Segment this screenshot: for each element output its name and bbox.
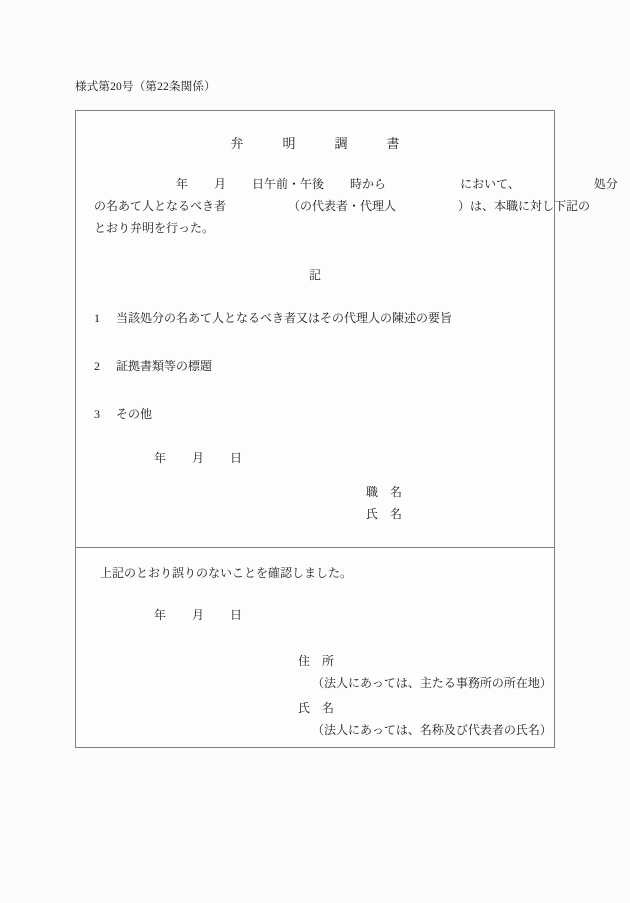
time-from-label: 時から — [350, 177, 387, 191]
name-label: 氏 名 — [298, 701, 335, 715]
address-note: （法人にあっては、主たる事務所の所在地） — [312, 676, 552, 690]
item-number: 1 — [94, 311, 100, 325]
date-day-label: 日 — [230, 608, 243, 622]
page-title: 弁 明 調 書 — [230, 136, 413, 151]
item-text: その他 — [116, 407, 153, 421]
list-item — [94, 405, 538, 422]
lower-section — [76, 548, 554, 747]
statement-closing-label: とおり弁明を行った。 — [94, 221, 215, 235]
date-year-label: 年 — [154, 608, 167, 622]
item-text: 証拠書類等の標題 — [116, 359, 213, 373]
body-line-2 — [94, 195, 591, 217]
officer-post-row — [366, 481, 402, 503]
officer-name-row — [366, 503, 402, 525]
lower-date-line — [154, 606, 242, 623]
item-number: 3 — [94, 407, 100, 421]
officer-signature-block — [366, 481, 402, 525]
date-day-label: 日 — [230, 451, 243, 465]
addressee-label: の名あて人となるべき者 — [94, 199, 227, 213]
representative-open-label: （の代表者・代理人 — [288, 199, 397, 213]
upper-section — [76, 111, 618, 548]
item-list — [94, 309, 538, 453]
disposition-label: 処分 — [593, 177, 618, 191]
declarant-address-block — [298, 650, 552, 744]
name-group — [298, 697, 552, 741]
date-year-label: 年 — [154, 451, 167, 465]
day-ampm-label: 日午前・午後 — [252, 177, 325, 191]
body-line-3 — [94, 217, 538, 239]
date-month-label: 月 — [192, 451, 205, 465]
name-note: （法人にあっては、名称及び代表者の氏名） — [312, 723, 552, 737]
list-item — [94, 309, 538, 326]
body-paragraph — [94, 173, 618, 239]
year-label: 年 — [176, 177, 189, 191]
item-text: 当該処分の名あて人となるべき者又はその代理人の陳述の要旨 — [116, 311, 453, 325]
address-label: 住 所 — [298, 654, 335, 668]
item-number: 2 — [94, 359, 100, 373]
month-label: 月 — [214, 177, 227, 191]
confirmation-text: 上記のとおり誤りのないことを確認しました。 — [100, 566, 353, 580]
officer-name-label: 氏 名 — [366, 507, 403, 521]
place-label: において、 — [460, 177, 520, 191]
ki-mark-label: 記 — [308, 268, 321, 282]
address-group — [298, 650, 552, 694]
representative-close-label: ）は、本職に対し下記の — [458, 199, 591, 213]
officer-post-label: 職 名 — [366, 485, 403, 499]
upper-date-line — [154, 449, 242, 466]
form-number-label: 様式第20号（第22条関係） — [75, 81, 216, 93]
date-month-label: 月 — [192, 608, 205, 622]
body-line-1 — [94, 173, 618, 195]
form-frame — [75, 110, 618, 748]
list-item — [94, 357, 538, 374]
